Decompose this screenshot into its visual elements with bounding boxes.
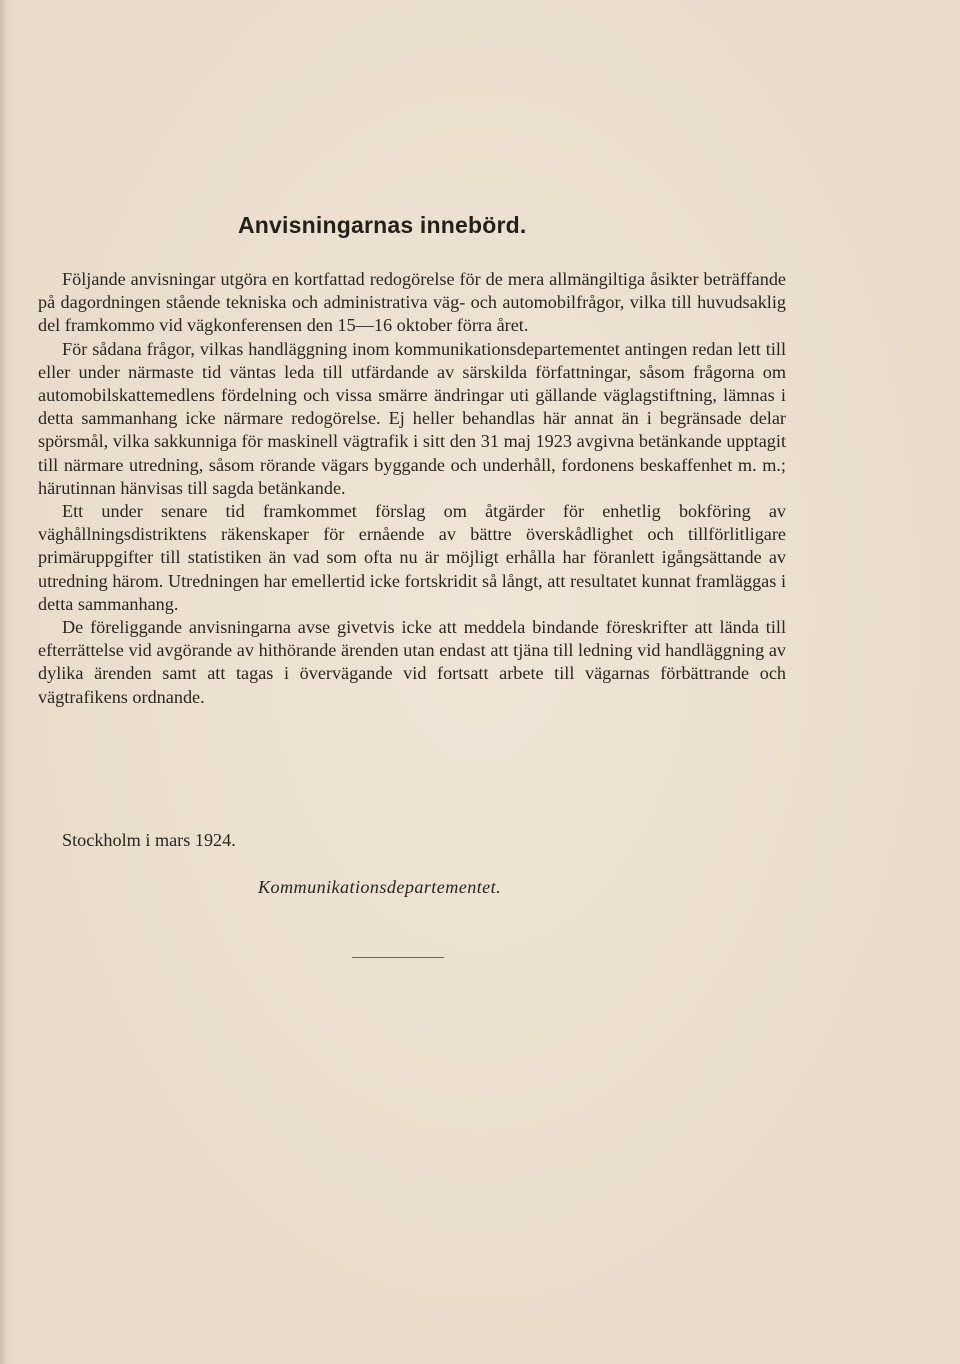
place-and-date: Stockholm i mars 1924. — [62, 830, 236, 850]
paragraph-3: Ett under senare tid framkommet förslag om åtgärder för enhetlig bokföring av väghållningsdistriktens räkenskaper för ernående av bättre överskådlighet och tillförlitligare primäruppgifter till statistiken än vad som ofta nu är möjligt erhålla har föranlett igångsättande av utredning härom. Utredningen har emellertid icke fortskridit så långt, att resultatet kunnat framläggas i detta sammanhang. — [38, 501, 786, 614]
section-heading: Anvisningarnas innebörd. — [238, 212, 527, 238]
divider-rule — [352, 957, 444, 958]
signature: Kommunikationsdepartementet. — [258, 877, 502, 897]
body-text — [38, 268, 786, 709]
paragraph-4: De föreliggande anvisningarna avse givetvis icke att meddela bindande föreskrifter att lända till efterrättelse vid avgörande av hithörande ärenden utan endast att tjäna till ledning vid handläggning av dylika ärenden samt att tagas i övervägande vid fortsatt arbete till vägarnas förbättrande och vägtrafikens ordnande. — [38, 617, 786, 707]
page-edge-shadow — [0, 0, 6, 1364]
paragraph-1: Följande anvisningar utgöra en kortfattad redogörelse för de mera allmängiltiga åsikter beträffande på dagordningen stående tekniska och administrativa väg- och automobilfrågor, vilka till huvudsaklig del framkommo vid vägkonferensen den 15—16 oktober förra året. — [38, 269, 786, 336]
paragraph-2: För sådana frågor, vilkas handläggning inom kommunikationsdepartementet antingen redan lett till eller under närmaste tid väntas leda till utfärdande av särskilda författningar, såsom frågorna om automobilskattemedlens fördelning och vissa smärre ändringar uti gällande väglagstiftning, lämnas i detta sammanhang icke närmare redogörelse. Ej heller behandlas här annat än i begränsade delar spörsmål, vilka sakkunniga för maskinell vägtrafik i sitt den 31 maj 1923 avgivna betänkande upptagit till närmare utredning, såsom rörande vägars byggande och underhåll, fordonens beskaffenhet m. m.; härutinnan hänvisas till sagda betänkande. — [38, 338, 786, 498]
